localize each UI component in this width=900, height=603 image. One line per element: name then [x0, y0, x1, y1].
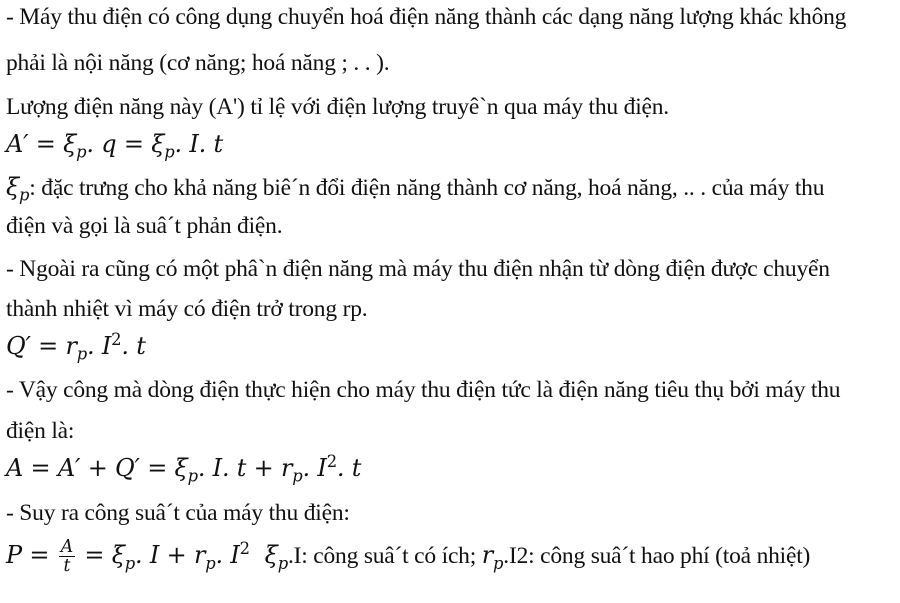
paragraph-text: : đặc trưng cho khả năng biê´n đổi điện năng thành cơ năng, hoá năng, .. . của máy thu: [29, 175, 825, 201]
formula-power: P = $\frac{A}{t}$ = $\xi_p$. $I + r_p$. $I^2$ $\xi_p.I$: công suâ´t có ích; $r_p.I2$: công suâ´t hao phí (toả nhiệt): [6, 537, 811, 577]
paragraph-line: [6, 173, 825, 205]
power-note-b: .I2: công suâ´t hao phí (toả nhiệt): [503, 543, 811, 570]
paragraph-line: thành nhiệt vì máy có điện trở trong rp.: [6, 296, 368, 322]
paragraph-line: - Máy thu điện có công dụng chuyển hoá điện năng thành các dạng năng lượng khác không: [6, 4, 847, 30]
paragraph-line: điện là:: [6, 418, 75, 444]
formula-heat: $Q' = r_p$. $I^2$. t: [6, 330, 146, 364]
paragraph-line: điện và gọi là suâ´t phản điện.: [6, 213, 283, 239]
power-note-a: .I: công suâ´t có ích;: [287, 543, 482, 570]
paragraph-line: - Ngoài ra cũng có một phâ`n điện năng mà máy thu điện nhận từ dòng điện được chuyển: [6, 256, 830, 282]
paragraph-line: Lượng điện năng này (A') tỉ lệ với điện lượng truyê`n qua máy thu điện.: [6, 94, 669, 120]
fraction-a-over-t: $\frac{A}{t}$: [60, 537, 73, 577]
xi-p-symbol: $\xi_p$: [6, 173, 30, 205]
formula-electric-work: $A' = \xi_p$. $q = \xi_p$. I. t: [6, 130, 223, 162]
paragraph-line: - Suy ra công suâ´t của máy thu điện:: [6, 500, 350, 526]
paragraph-line: phải là nội năng (cơ năng; hoá năng ; . . ).: [6, 50, 390, 76]
paragraph-line: - Vậy công mà dòng điện thực hiện cho máy thu điện tức là điện năng tiêu thụ bởi máy thu: [6, 377, 841, 403]
formula-total-work: $A = A' + Q' = \xi_p$. I. $t + r_p$. $I^2$. t: [6, 452, 362, 486]
